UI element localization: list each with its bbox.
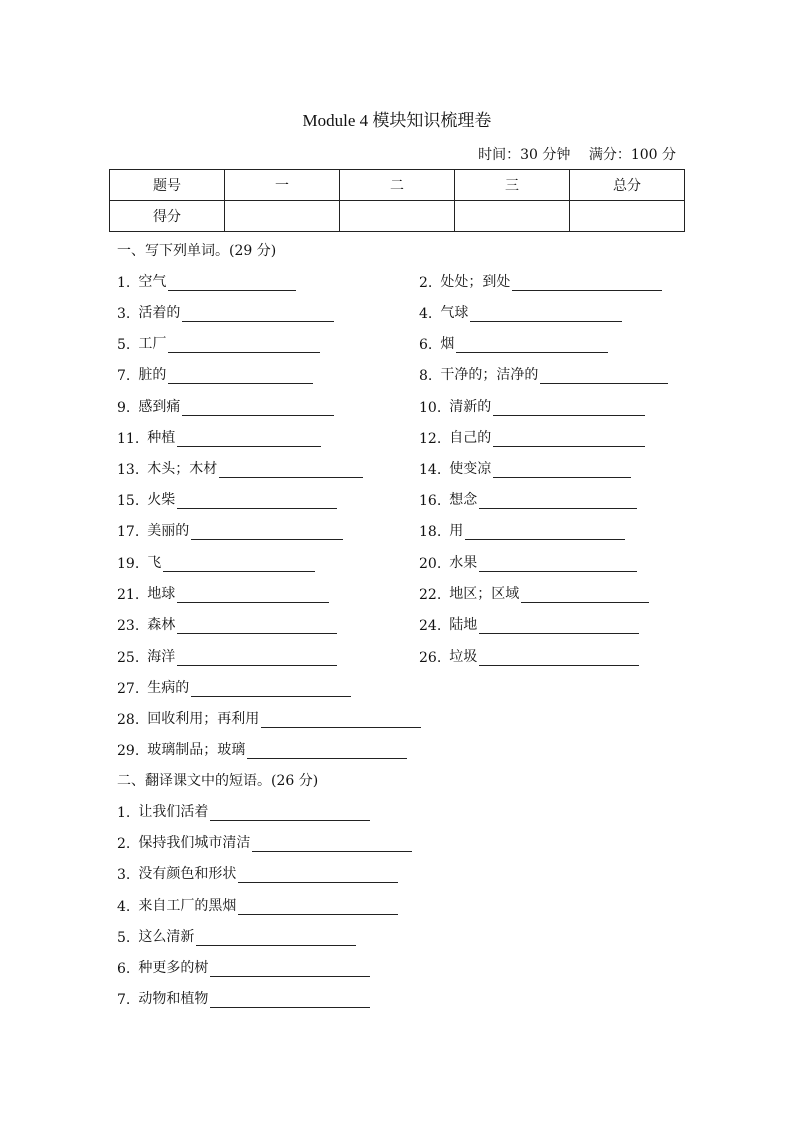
answer-blank[interactable] <box>196 931 356 946</box>
answer-blank[interactable] <box>177 588 329 603</box>
answer-blank[interactable] <box>456 338 608 353</box>
section1-item-24 <box>419 614 639 634</box>
score-cell-total[interactable] <box>570 201 685 232</box>
item-number: 22. <box>419 587 442 603</box>
item-prompt: 地球 <box>147 586 176 602</box>
item-number: 25. <box>117 650 140 666</box>
score-cell-part-3[interactable] <box>455 201 570 232</box>
item-number: 4. <box>419 306 433 322</box>
item-number: 7. <box>117 368 131 384</box>
section1-item-28 <box>117 708 421 728</box>
section1-item-20 <box>419 552 637 572</box>
section1-item-10 <box>419 396 645 416</box>
score-cell-part-2[interactable] <box>340 201 455 232</box>
answer-blank[interactable] <box>210 993 370 1008</box>
answer-blank[interactable] <box>479 494 637 509</box>
item-prompt: 自己的 <box>449 430 492 446</box>
answer-blank[interactable] <box>219 463 363 478</box>
item-prompt: 保持我们城市清洁 <box>138 835 251 851</box>
item-number: 2. <box>117 836 131 852</box>
answer-blank[interactable] <box>168 276 296 291</box>
item-number: 9. <box>117 400 131 416</box>
answer-blank[interactable] <box>493 401 645 416</box>
item-prompt: 清新的 <box>449 399 492 415</box>
section1-item-16 <box>419 489 637 509</box>
item-number: 7. <box>117 992 131 1008</box>
item-number: 26. <box>419 650 442 666</box>
answer-blank[interactable] <box>479 651 639 666</box>
answer-blank[interactable] <box>177 432 321 447</box>
item-prompt: 垃圾 <box>449 649 478 665</box>
item-prompt: 工厂 <box>138 336 167 352</box>
item-number: 12. <box>419 431 442 447</box>
answer-blank[interactable] <box>470 307 622 322</box>
item-prompt: 空气 <box>138 274 167 290</box>
item-prompt: 种更多的树 <box>138 960 209 976</box>
answer-blank[interactable] <box>210 806 370 821</box>
item-prompt: 来自工厂的黑烟 <box>138 898 237 914</box>
item-prompt: 海洋 <box>147 649 176 665</box>
page-title: Module 4 模块知识梳理卷 <box>302 111 492 130</box>
item-number: 3. <box>117 867 131 883</box>
item-prompt: 使变凉 <box>449 461 492 477</box>
section1-item-5 <box>117 333 320 353</box>
header-cell-item-number: 题号 <box>110 170 225 201</box>
item-number: 3. <box>117 306 131 322</box>
section1-item-14 <box>419 458 631 478</box>
section1-item-26 <box>419 646 639 666</box>
section1-item-7 <box>117 364 313 384</box>
section1-item-13 <box>117 458 363 478</box>
answer-blank[interactable] <box>247 744 407 759</box>
section2-item-4 <box>117 895 398 915</box>
item-number: 24. <box>419 618 442 634</box>
answer-blank[interactable] <box>512 276 662 291</box>
answer-blank[interactable] <box>177 494 337 509</box>
section1-item-29 <box>117 739 407 759</box>
item-number: 17. <box>117 524 140 540</box>
item-prompt: 处处；到处 <box>440 274 511 290</box>
section1-item-21 <box>117 583 329 603</box>
item-prompt: 活着的 <box>138 305 181 321</box>
item-prompt: 美丽的 <box>147 523 190 539</box>
item-number: 4. <box>117 899 131 915</box>
item-prompt: 干净的；洁净的 <box>440 367 539 383</box>
item-prompt: 感到痛 <box>138 399 181 415</box>
section-2-title: 二、翻译课文中的短语。(26 分) <box>117 773 319 789</box>
answer-blank[interactable] <box>210 962 370 977</box>
answer-blank[interactable] <box>479 557 637 572</box>
answer-blank[interactable] <box>182 307 334 322</box>
item-prompt: 气球 <box>440 305 469 321</box>
answer-blank[interactable] <box>493 432 645 447</box>
section2-item-2 <box>117 832 412 852</box>
section1-item-22 <box>419 583 649 603</box>
answer-blank[interactable] <box>479 619 639 634</box>
section2-item-3 <box>117 863 398 883</box>
item-prompt: 陆地 <box>449 617 478 633</box>
item-number: 1. <box>117 275 131 291</box>
answer-blank[interactable] <box>252 837 412 852</box>
item-number: 27. <box>117 681 140 697</box>
section1-item-4 <box>419 302 622 322</box>
item-number: 19. <box>117 556 140 572</box>
item-prompt: 让我们活着 <box>138 804 209 820</box>
section1-item-27 <box>117 677 351 697</box>
section2-item-1 <box>117 801 370 821</box>
item-prompt: 没有颜色和形状 <box>138 866 237 882</box>
score-table-score-row <box>110 201 685 232</box>
item-prompt: 动物和植物 <box>138 991 209 1007</box>
section1-item-25 <box>117 646 337 666</box>
section1-item-9 <box>117 396 334 416</box>
item-number: 23. <box>117 618 140 634</box>
section2-item-5 <box>117 926 356 946</box>
item-prompt: 烟 <box>440 336 455 352</box>
item-prompt: 木头；木材 <box>147 461 218 477</box>
section1-item-18 <box>419 520 625 540</box>
section1-item-6 <box>419 333 608 353</box>
answer-blank[interactable] <box>163 557 315 572</box>
item-prompt: 脏的 <box>138 367 167 383</box>
item-number: 10. <box>419 400 442 416</box>
full-score: 满分：100 分 <box>588 147 676 163</box>
item-number: 8. <box>419 368 433 384</box>
item-number: 6. <box>419 337 433 353</box>
item-prompt: 地区；区域 <box>449 586 520 602</box>
item-prompt: 种植 <box>147 430 176 446</box>
item-number: 5. <box>117 337 131 353</box>
section1-item-8 <box>419 364 668 384</box>
section1-item-1 <box>117 271 296 291</box>
item-prompt: 森林 <box>147 617 176 633</box>
item-prompt: 这么清新 <box>138 929 195 945</box>
item-prompt: 想念 <box>449 492 478 508</box>
answer-blank[interactable] <box>540 369 668 384</box>
item-number: 18. <box>419 524 442 540</box>
item-number: 1. <box>117 805 131 821</box>
answer-blank[interactable] <box>177 651 337 666</box>
section1-item-15 <box>117 489 337 509</box>
score-table-header-row <box>110 170 685 201</box>
section1-item-19 <box>117 552 315 572</box>
header-cell-part-2: 二 <box>340 170 455 201</box>
answer-blank[interactable] <box>191 682 351 697</box>
item-prompt: 回收利用；再利用 <box>147 711 260 727</box>
item-prompt: 用 <box>449 523 464 539</box>
section1-item-11 <box>117 427 321 447</box>
answer-blank[interactable] <box>521 588 649 603</box>
item-number: 2. <box>419 275 433 291</box>
section2-item-7 <box>117 988 370 1008</box>
score-table <box>109 169 685 232</box>
item-prompt: 水果 <box>449 555 478 571</box>
section1-item-17 <box>117 520 343 540</box>
section-1-title: 一、写下列单词。(29 分) <box>117 243 277 259</box>
score-row-label: 得分 <box>110 201 225 232</box>
item-prompt: 飞 <box>147 555 162 571</box>
header-cell-part-3: 三 <box>455 170 570 201</box>
item-prompt: 玻璃制品；玻璃 <box>147 742 246 758</box>
section1-item-2 <box>419 271 662 291</box>
answer-blank[interactable] <box>177 619 337 634</box>
answer-blank[interactable] <box>238 900 398 915</box>
section2-item-6 <box>117 957 370 977</box>
answer-blank[interactable] <box>261 713 421 728</box>
section1-item-23 <box>117 614 337 634</box>
item-number: 15. <box>117 493 140 509</box>
score-cell-part-1[interactable] <box>225 201 340 232</box>
item-number: 28. <box>117 712 140 728</box>
answer-blank[interactable] <box>168 369 313 384</box>
item-number: 21. <box>117 587 140 603</box>
time-limit: 时间：30 分钟 <box>478 147 571 163</box>
answer-blank[interactable] <box>168 338 320 353</box>
item-number: 29. <box>117 743 140 759</box>
item-number: 13. <box>117 462 140 478</box>
answer-blank[interactable] <box>191 525 343 540</box>
answer-blank[interactable] <box>465 525 625 540</box>
item-number: 14. <box>419 462 442 478</box>
item-number: 20. <box>419 556 442 572</box>
item-prompt: 生病的 <box>147 680 190 696</box>
item-number: 11. <box>117 431 140 447</box>
item-number: 16. <box>419 493 442 509</box>
section1-item-12 <box>419 427 645 447</box>
section1-item-3 <box>117 302 334 322</box>
item-number: 5. <box>117 930 131 946</box>
answer-blank[interactable] <box>493 463 631 478</box>
header-cell-part-1: 一 <box>225 170 340 201</box>
header-cell-total: 总分 <box>570 170 685 201</box>
time-score-info <box>478 144 676 164</box>
item-prompt: 火柴 <box>147 492 176 508</box>
answer-blank[interactable] <box>238 868 398 883</box>
answer-blank[interactable] <box>182 401 334 416</box>
item-number: 6. <box>117 961 131 977</box>
